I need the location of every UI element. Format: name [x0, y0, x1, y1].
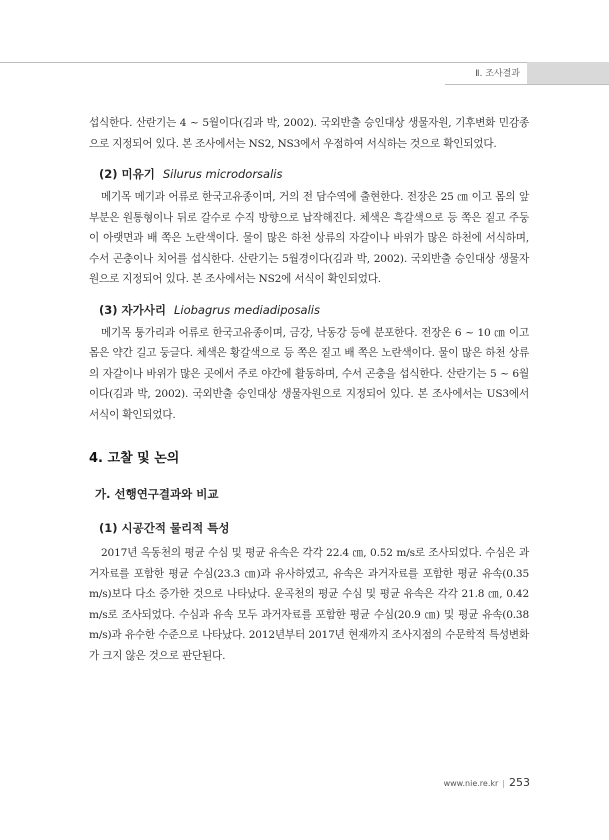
footer-url: www.nie.re.kr — [443, 779, 499, 788]
header-bar — [527, 62, 609, 84]
species-name: (2) 미유기 — [99, 167, 155, 181]
section-title: 4. 고찰 및 논의 — [89, 451, 180, 466]
footer-separator: | — [502, 779, 505, 788]
page-footer — [420, 771, 530, 787]
page-number: 253 — [509, 776, 530, 789]
header-underline — [445, 84, 609, 85]
species-latin-name: Silurus microdorsalis — [162, 167, 283, 181]
species-description-jagasari: 메기목 퉁가리과 어류로 한국고유종이며, 금강, 낙동강 등에 분포한다. 전장은 6 ~ 10 ㎝ 이고 몸은 약간 길고 둥글다. 체색은 황갈색으로 등 쪽은 짙고 배 쪽은 노란색이다. 물이 많은 하천 상류의 자갈이나 바위가 많은 곳에서 주로 야간에 활동하며, 수서 곤충을 섭식한다. 산란기는 5 ~ 6월이다(김과 박, 2002). 국외반출 승인대상 생물자원으로 지정되어 있다. 본 조사에서는 US3에서 서식이 확인되었다. — [89, 326, 529, 421]
intro-paragraph: 섭식한다. 산란기는 4 ~ 5월이다(김과 박, 2002). 국외반출 승인대상 생물자원, 기후변화 민감종으로 지정되어 있다. 본 조사에서는 NS2, NS3에서 우점하여 서식하는 것으로 확인되었다. — [89, 117, 529, 150]
page-content — [89, 113, 529, 673]
species-description-miyugi: 메기목 메기과 어류로 한국고유종이며, 거의 전 담수역에 출현한다. 전장은 25 ㎝ 이고 몸의 앞부분은 원통형이나 뒤로 갈수로 수직 방향으로 납작해진다. 체색은 흑갈색으로 등 쪽은 짙고 주둥이 아랫면과 배 쪽은 노란색이다. 물이 많은 하천 상류의 자갈이나 바위가 많은 하천에 서식하며, 수서 곤충이나 치어를 섭식한다. 산란기는 5월경이다(김과 박, 2002). 국외반출 승인대상 생물자원으로 지정되어 있다. 본 조사에서는 NS2에 서식이 확인되었다. — [89, 191, 529, 285]
chapter-header: Ⅱ. 조사결과 — [475, 69, 520, 79]
subsubsection-title: (1) 시공간적 물리적 특성 — [99, 521, 230, 535]
species-heading-miyugi — [99, 166, 529, 182]
species-name: (3) 자가사리 — [99, 302, 166, 317]
species-heading-jagasari — [99, 302, 529, 318]
section-paragraph: 2017년 옥동천의 평균 수심 및 평균 유속은 각각 22.4 ㎝, 0.52 m/s로 조사되었다. 수심은 과거자료를 포함한 평균 수심(23.3 ㎝)과 유사하였고, 유속은 과거자료를 포함한 평균 유속(0.35 m/s)보다 다소 증가한 것으로 나타났다. 운곡천의 평균 수심 및 평균 유속은 각각 21.8 ㎝, 0.42 m/s로 조사되었다. 수심과 유속 모두 과거자료를 포함한 평균 수심(20.9 ㎝) 및 평균 유속(0.38 m/s)과 유수한 수준으로 나타났다. 2012년부터 2017년 현재까지 조사지점의 수문학적 특성변화가 크지 않은 것으로 판단된다. — [89, 547, 529, 662]
subsection-title: 가. 선행연구결과와 비교 — [95, 487, 219, 501]
top-rule — [0, 62, 609, 63]
species-latin-name: Liobagrus mediadiposalis — [173, 302, 320, 317]
